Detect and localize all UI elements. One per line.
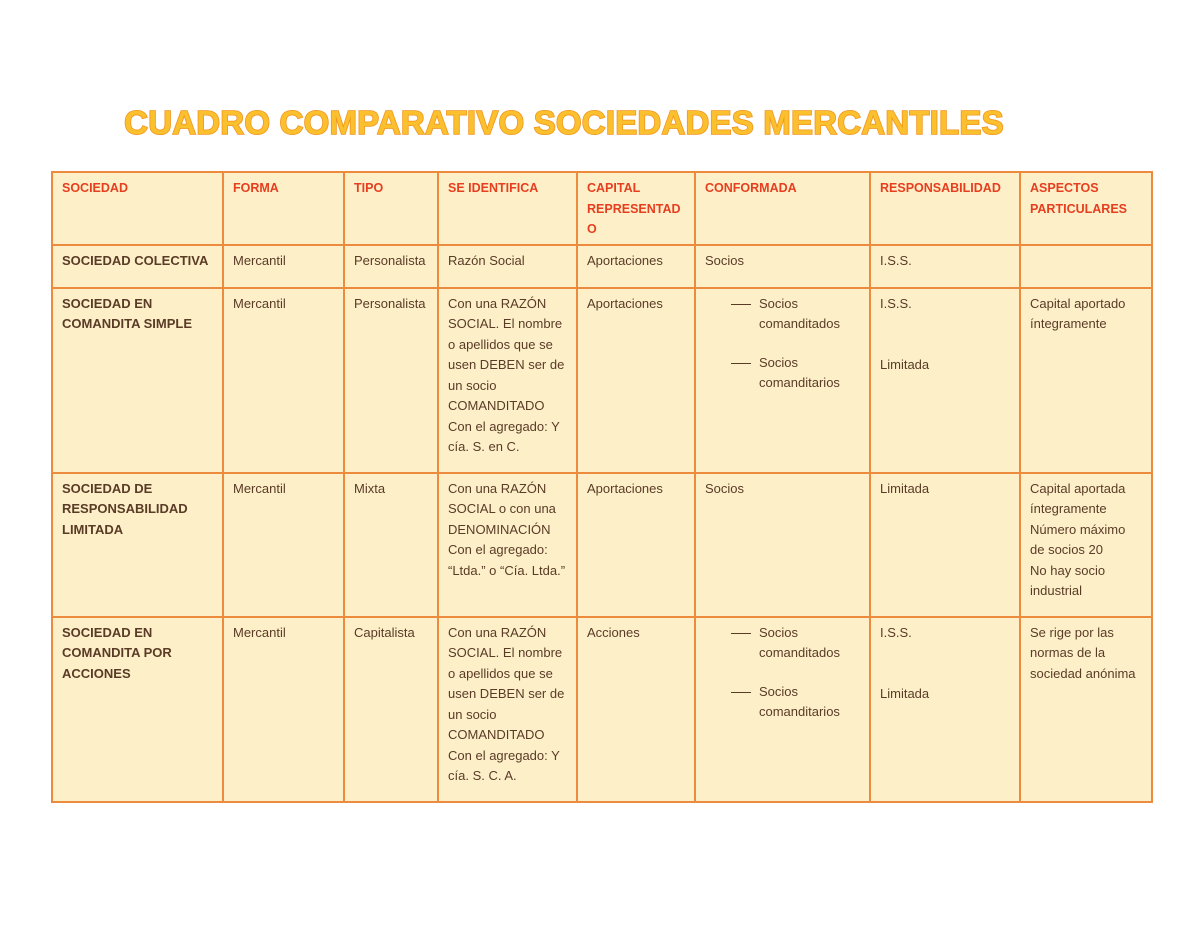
cell-capital: Aportaciones [577,473,695,617]
responsabilidad-item: Limitada [880,357,930,372]
cell-conformada: Socios [695,473,870,617]
cell-forma: Mercantil [223,617,344,802]
aspecto-line: Capital aportada íntegramente [1030,480,1126,516]
cell-conformada: Socios [695,245,870,288]
cell-sociedad: SOCIEDAD DE RESPONSABILIDAD LIMITADA [52,473,223,617]
aspecto-line: Número máximo de socios 20 [1030,521,1126,557]
cell-sociedad: SOCIEDAD EN COMANDITA SIMPLE [52,288,223,473]
cell-aspectos: Se rige por las normas de la sociedad anónima [1020,617,1152,802]
table-row [52,473,1152,617]
list-item: Socios comanditados [705,623,861,664]
responsabilidad-item: Limitada [880,686,930,701]
cell-responsabilidad [870,617,1020,802]
cell-tipo: Mixta [344,473,438,617]
cell-se-identifica: Razón Social [438,245,577,288]
cell-forma: Mercantil [223,473,344,617]
header-se-identifica: SE IDENTIFICA [438,172,577,245]
page-title: CUADRO COMPARATIVO SOCIEDADES MERCANTILES [124,104,1004,141]
cell-tipo: Personalista [344,245,438,288]
cell-conformada [695,288,870,473]
header-aspectos-particulares: ASPECTOS PARTICULARES [1020,172,1152,245]
cell-conformada [695,617,870,802]
cell-responsabilidad [870,245,1020,288]
responsabilidad-item: I.S.S. [880,295,912,311]
cell-capital: Acciones [577,617,695,802]
cell-responsabilidad [870,288,1020,473]
cell-capital: Aportaciones [577,245,695,288]
header-tipo: TIPO [344,172,438,245]
aspecto-line: No hay socio industrial [1030,562,1106,598]
header-conformada: CONFORMADA [695,172,870,245]
cell-sociedad: SOCIEDAD EN COMANDITA POR ACCIONES [52,617,223,802]
cell-se-identifica: Con una RAZÓN SOCIAL. El nombre o apellidos que se usen DEBEN ser de un socio COMANDITADO Con el agregado: Y cía. S. en C. [438,288,577,473]
cell-aspectos: Capital aportado íntegramente [1020,288,1152,473]
header-responsabilidad: RESPONSABILIDAD [870,172,1020,245]
cell-tipo: Personalista [344,288,438,473]
cell-aspectos [1020,473,1152,617]
list-item: Socios comanditarios [705,682,861,723]
cell-forma: Mercantil [223,245,344,288]
comparison-table [51,171,1153,803]
cell-capital: Aportaciones [577,288,695,473]
responsabilidad-item: I.S.S. [880,252,912,268]
header-capital-representado: CAPITAL REPRESENTADO [577,172,695,245]
responsabilidad-item: I.S.S. [880,624,912,640]
responsabilidad-item: Limitada [880,480,930,496]
header-forma: FORMA [223,172,344,245]
cell-responsabilidad [870,473,1020,617]
list-item: Socios comanditarios [705,353,861,394]
cell-aspectos [1020,245,1152,288]
list-item: Socios comanditados [705,294,861,335]
table-header-row [52,172,1152,245]
table-row [52,288,1152,473]
cell-se-identifica: Con una RAZÓN SOCIAL o con una DENOMINACIÓN Con el agregado: “Ltda.” o “Cía. Ltda.” [438,473,577,617]
cell-tipo: Capitalista [344,617,438,802]
cell-forma: Mercantil [223,288,344,473]
cell-se-identifica: Con una RAZÓN SOCIAL. El nombre o apellidos que se usen DEBEN ser de un socio COMANDITADO Con el agregado: Y cía. S. C. A. [438,617,577,802]
table-row [52,617,1152,802]
header-sociedad: SOCIEDAD [52,172,223,245]
cell-sociedad: SOCIEDAD COLECTIVA [52,245,223,288]
table-row [52,245,1152,288]
